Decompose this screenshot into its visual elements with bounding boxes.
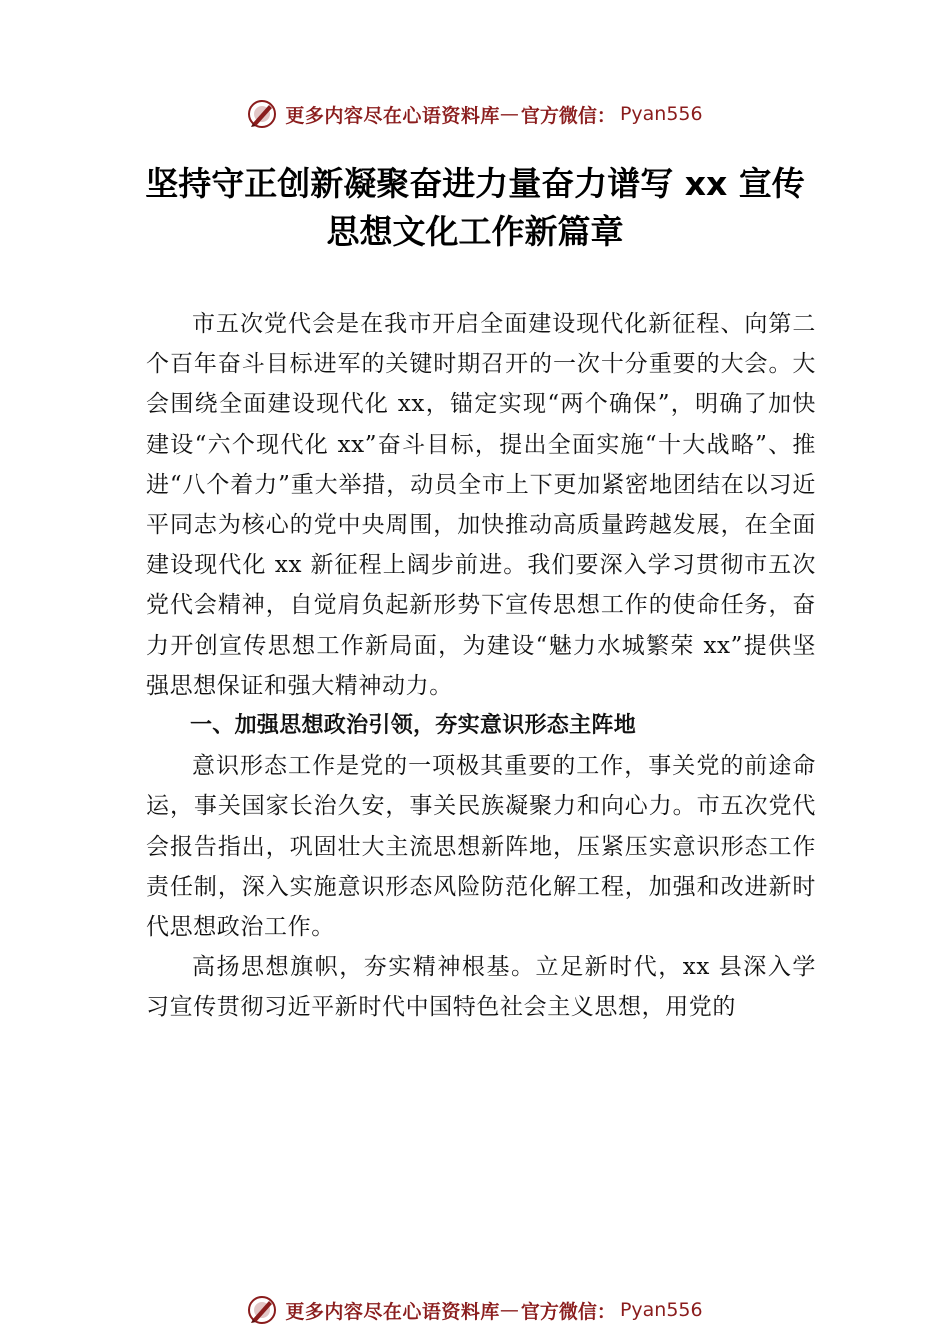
watermark-text: 更多内容尽在心语资料库 <box>285 1300 500 1323</box>
wechat-label: 官方微信： <box>520 1300 616 1323</box>
section-heading: 一、加强思想政治引领，夯实意识形态主阵地 <box>190 713 637 739</box>
footer-watermark <box>0 1290 950 1330</box>
wechat-id: Pyan556 <box>619 1299 703 1321</box>
section-paragraph: 意识形态工作是党的一项极其重要的工作，事关党的前途命运，事关国家长治久安，事关民族凝聚力和向心力。市五次党代会报告指出，巩固壮大主流思想新阵地，压紧压实意识形态工作责任制，深入实施意识形态风险防范化解工程，加强和改进新时代思想政治工作。 <box>146 753 816 941</box>
document-body <box>146 304 816 1028</box>
wechat-label: 官方微信： <box>520 104 616 127</box>
pen-brush-logo-icon <box>247 1295 277 1325</box>
pen-brush-logo-icon <box>247 99 277 129</box>
document-title: 坚持守正创新凝聚奋进力量奋力谱写 xx 宣传思想文化工作新篇章 <box>145 164 805 251</box>
section-paragraph: 高扬思想旗帜，夯实精神根基。立足新时代，xx 县深入学习宣传贯彻习近平新时代中国特色社会主义思想，用党的 <box>146 954 816 1021</box>
watermark-separator: — <box>499 1299 519 1321</box>
wechat-id: Pyan556 <box>619 103 703 125</box>
header-watermark <box>0 94 950 134</box>
intro-paragraph: 市五次党代会是在我市开启全面建设现代化新征程、向第二个百年奋斗目标进军的关键时期召开的一次十分重要的大会。大会围绕全面建设现代化 xx，锚定实现“两个确保”，明确了加快建设“六个现代化 xx”奋斗目标，提出全面实施“十大战略”、推进“八个着力”重大举措，动员全市上下更加紧密地团结在以习近平同志为核心的党中央周围，加快推动高质量跨越发展，在全面建设现代化 xx 新征程上阔步前进。我们要深入学习贯彻市五次党代会精神，自觉肩负起新形势下宣传思想工作的使命任务，奋力开创宣传思想工作新局面，为建设“魅力水城繁荣 xx”提供坚强思想保证和强大精神动力。 <box>146 311 816 699</box>
watermark-text: 更多内容尽在心语资料库 <box>285 104 500 127</box>
watermark-separator: — <box>499 103 519 125</box>
